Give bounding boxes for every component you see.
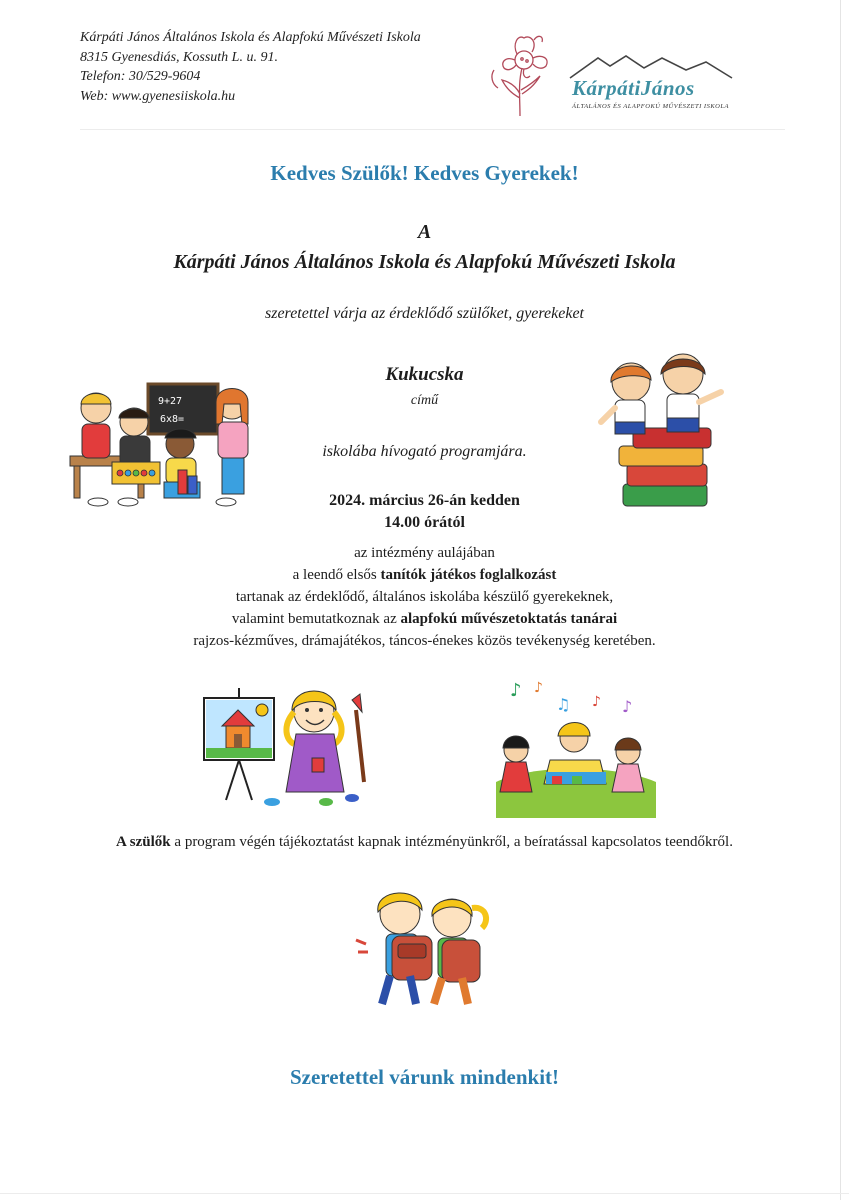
event-details xyxy=(0,542,849,652)
header-address: 8315 Gyenesdiás, Kossuth L. u. 91. xyxy=(80,49,278,65)
intro-a: A xyxy=(417,221,432,243)
event-date: 2024. március 26-án kedden xyxy=(329,492,520,509)
header-web: Web: www.gyenesiiskola.hu xyxy=(80,88,236,104)
logo-subtitle: ÁLTALÁNOS ÉS ALAPFOKÚ MŰVÉSZETI ISKOLA xyxy=(572,103,729,110)
svg-text:♪: ♪ xyxy=(534,680,543,696)
teachers-line-bold: tanítók játékos foglalkozást xyxy=(380,567,557,583)
svg-text:♪: ♪ xyxy=(622,697,633,716)
school-logo xyxy=(566,52,738,116)
svg-text:♪: ♪ xyxy=(510,680,522,701)
art-teachers-line-bold: alapfokú művészetoktatás tanárai xyxy=(400,611,618,627)
header-divider xyxy=(80,129,785,130)
audience-line: tartanak az érdeklődő, általános iskolába készülő gyerekeknek, xyxy=(235,589,614,605)
welcome-text: szeretettel várja az érdeklődő szülőket, gyerekeket xyxy=(265,305,584,322)
svg-text:9+27: 9+27 xyxy=(158,396,183,407)
kids-on-books-illustration xyxy=(597,352,727,512)
svg-text:♪: ♪ xyxy=(592,694,601,710)
event-time: 14.00 órától xyxy=(384,514,465,531)
event-cimu: című xyxy=(410,393,439,408)
svg-text:6x8=: 6x8= xyxy=(160,414,185,425)
parents-info-bold: A szülők xyxy=(116,834,171,850)
event-name: Kukucska xyxy=(385,364,464,385)
school-kids-illustration xyxy=(68,378,258,510)
closing-message: Szeretettel várunk mindenkit! xyxy=(289,1065,560,1089)
parents-info xyxy=(0,834,849,851)
header-school-name: Kárpáti János Általános Iskola és Alapfokú Művészeti Iskola xyxy=(80,30,421,45)
art-teachers-line-text: valamint bemutatkoznak az xyxy=(231,611,401,627)
dancing-kids-illustration xyxy=(494,672,658,820)
svg-text:♫: ♫ xyxy=(556,695,571,714)
painter-girl-illustration xyxy=(196,682,382,810)
event-description: iskolába hívogató programjára. xyxy=(322,443,527,460)
greeting-heading: Kedves Szülők! Kedves Gyerekek! xyxy=(270,161,579,185)
flower-icon xyxy=(484,28,556,120)
logo-name: KárpátiJános xyxy=(572,76,695,100)
art-teachers-line xyxy=(0,608,849,630)
page-bottom-edge xyxy=(0,1193,849,1194)
backpack-kids-illustration xyxy=(350,886,494,1010)
header-phone: Telefon: 30/529-9604 xyxy=(80,69,201,84)
parents-info-text: a program végén tájékoztatást kapnak intézményünkről, a beíratással kapcsolatos teendőkről. xyxy=(170,834,733,850)
teachers-line xyxy=(0,564,849,586)
teachers-line-text: a leendő elsős xyxy=(292,567,381,583)
header-contact-block xyxy=(80,28,421,106)
activities-line: rajzos-kézműves, drámajátékos, táncos-énekes közös tevékenység keretében. xyxy=(193,633,656,649)
venue-line: az intézmény aulájában xyxy=(354,545,495,561)
school-title: Kárpáti János Általános Iskola és Alapfokú Művészeti Iskola xyxy=(173,251,676,273)
